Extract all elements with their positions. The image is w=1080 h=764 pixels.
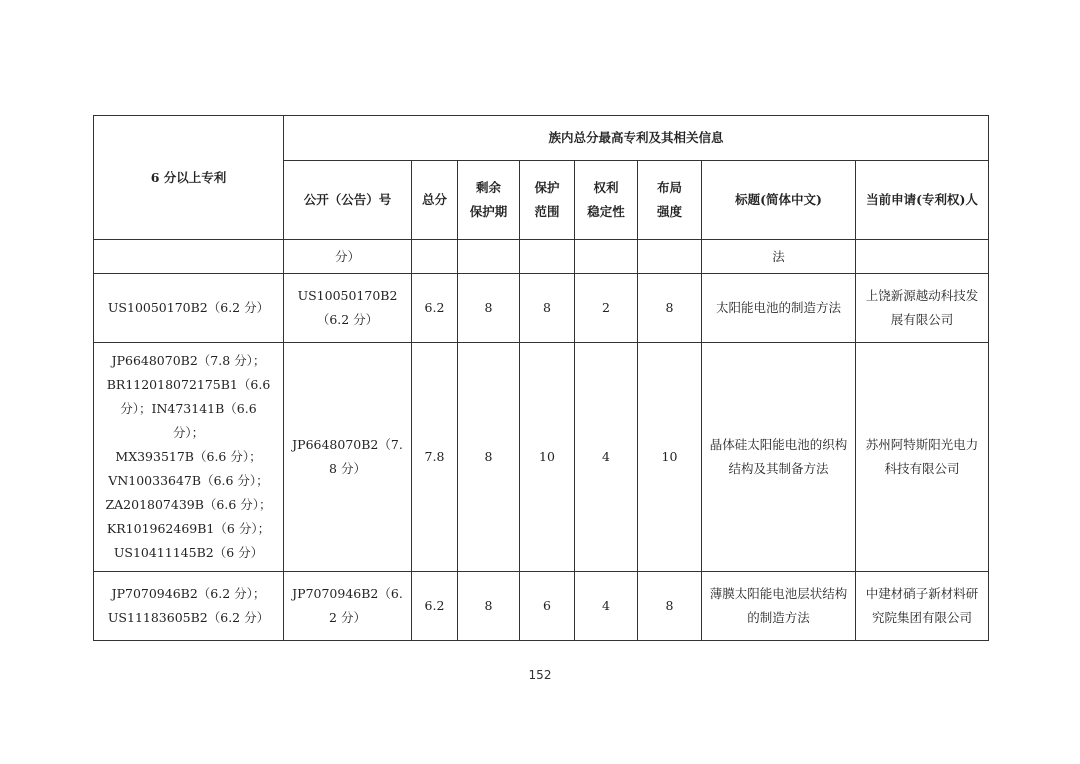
scope-score: 6 [520, 572, 575, 641]
table-row [94, 343, 989, 572]
carryover-title: 法 [702, 240, 856, 274]
remaining-score: 8 [458, 572, 520, 641]
total-score: 6.2 [412, 572, 458, 641]
col-stability: 权利 稳定性 [575, 161, 638, 240]
col-total: 总分 [412, 161, 458, 240]
patent-title: 晶体硅太阳能电池的织构结构及其制备方法 [702, 343, 856, 572]
applicant: 中建材硝子新材料研究院集团有限公司 [856, 572, 989, 641]
remaining-score: 8 [458, 343, 520, 572]
col-scope: 保护 范围 [520, 161, 575, 240]
remaining-score: 8 [458, 274, 520, 343]
page-number: 152 [528, 668, 552, 682]
applicant: 苏州阿特斯阳光电力科技有限公司 [856, 343, 989, 572]
stability-score: 4 [575, 343, 638, 572]
col-applicant: 当前申请(专利权)人 [856, 161, 989, 240]
carryover-pub-no: 分） [284, 240, 412, 274]
layout-score: 8 [638, 572, 702, 641]
scope-score: 10 [520, 343, 575, 572]
patent-table [93, 115, 989, 641]
table-row [94, 572, 989, 641]
stability-score: 2 [575, 274, 638, 343]
table-row [94, 274, 989, 343]
stability-score: 4 [575, 572, 638, 641]
pub-no: JP6648070B2（7.8 分） [284, 343, 412, 572]
total-score: 7.8 [412, 343, 458, 572]
pub-no: US10050170B2（6.2 分） [284, 274, 412, 343]
layout-score: 8 [638, 274, 702, 343]
group-header: 族内总分最高专利及其相关信息 [284, 116, 989, 161]
pub-no: JP7070946B2（6.2 分） [284, 572, 412, 641]
carryover-row [94, 240, 989, 274]
family-patent-list: JP7070946B2（6.2 分）； US11183605B2（6.2 分） [94, 572, 284, 641]
total-score: 6.2 [412, 274, 458, 343]
left-header: 6 分以上专利 [94, 116, 284, 240]
col-layout: 布局 强度 [638, 161, 702, 240]
patent-title: 薄膜太阳能电池层状结构的制造方法 [702, 572, 856, 641]
applicant: 上饶新源越动科技发展有限公司 [856, 274, 989, 343]
family-patent-list: US10050170B2（6.2 分） [94, 274, 284, 343]
scope-score: 8 [520, 274, 575, 343]
carryover-left [94, 240, 284, 274]
col-remaining: 剩余 保护期 [458, 161, 520, 240]
col-pub-no: 公开（公告）号 [284, 161, 412, 240]
family-patent-list: JP6648070B2（7.8 分）； BR112018072175B1（6.6 分）；IN473141B（6.6 分）； MX393517B（6.6 分）； VN10033647B（6.6 分）； ZA201807439B（6.6 分）； KR101962469B1（6 分）； US10411145B2（6 分） [94, 343, 284, 572]
patent-title: 太阳能电池的制造方法 [702, 274, 856, 343]
col-title: 标题(简体中文) [702, 161, 856, 240]
layout-score: 10 [638, 343, 702, 572]
